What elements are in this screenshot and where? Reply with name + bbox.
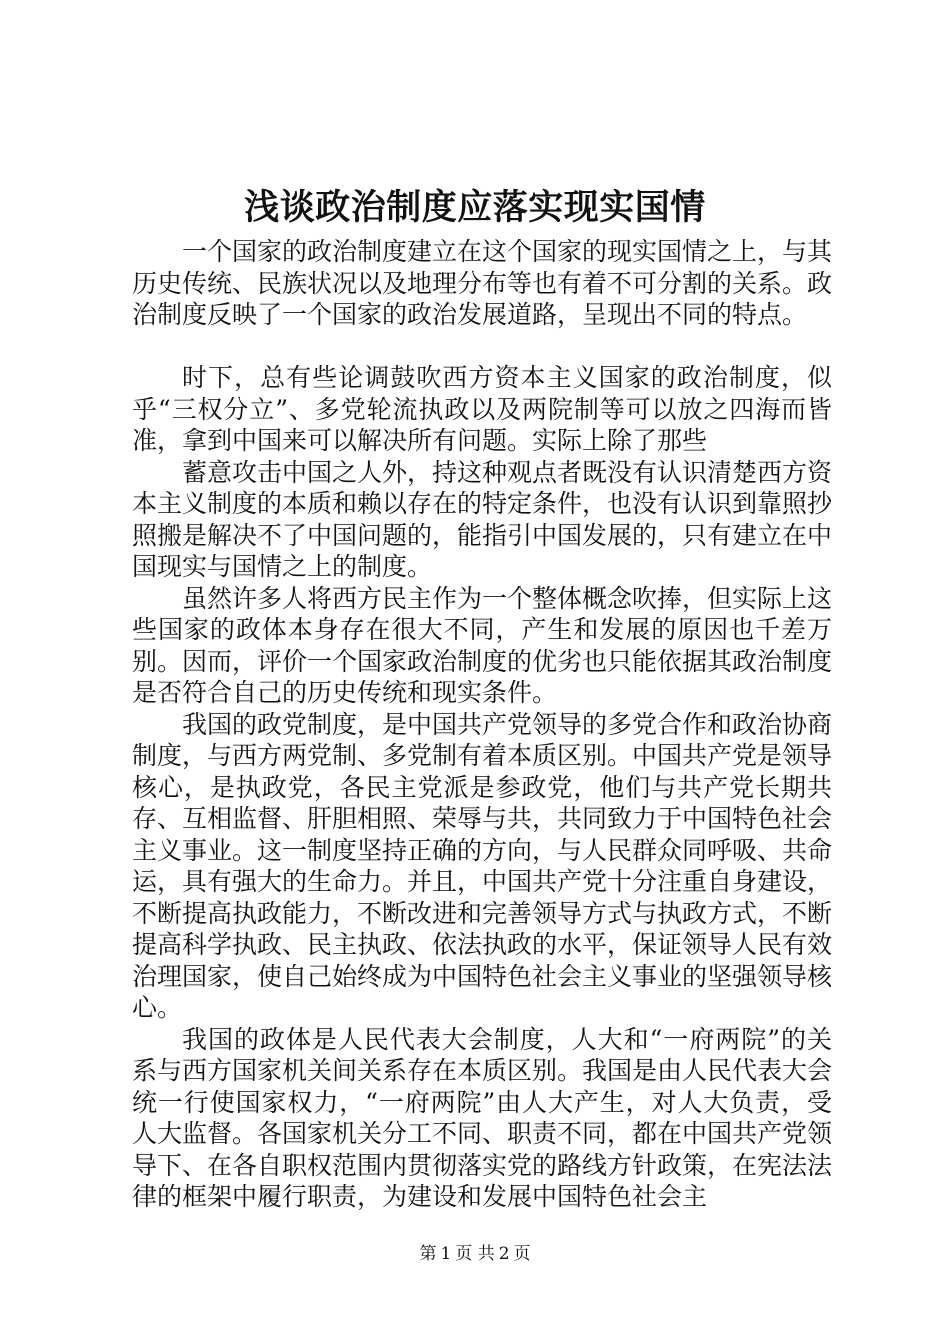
page-footer [0,1243,950,1265]
paragraph: 一个国家的政治制度建立在这个国家的现实国情之上，与其历史传统、民族状况以及地理分布等也有着不可分割的关系。政治制度反映了一个国家的政治发展道路，呈现出不同的特点。 [132,237,833,329]
paragraph: 我国的政党制度，是中国共产党领导的多党合作和政治协商制度，与西方两党制、多党制有着本质区别。中国共产党是领导核心，是执政党，各民主党派是参政党，他们与共产党长期共存、互相监督、肝胆相照、荣辱与共，共同致力于中国特色社会主义事业。这一制度坚持正确的方向，与人民群众同呼吸、共命运，具有强大的生命力。并且，中国共产党十分注重自身建设，不断提高执政能力，不断改进和完善领导方式与执政方式，不断提高科学执政、民主执政、依法执政的水平，保证领导人民有效治理国家，使自己始终成为中国特色社会主义事业的坚强领导核心。 [132,709,833,1022]
paragraph: 蓄意攻击中国之人外，持这种观点者既没有认识清楚西方资本主义制度的本质和赖以存在的特定条件，也没有认识到靠照抄照搬是解决不了中国问题的，能指引中国发展的，只有建立在中国现实与国情之上的制度。 [132,457,833,581]
paragraph: 我国的政体是人民代表大会制度，人大和“一府两院”的关系与西方国家机关间关系存在本质区别。我国是由人民代表大会统一行使国家权力，“一府两院”由人大产生，对人大负责，受人大监督。各国家机关分工不同、职责不同，都在中国共产党领导下、在各自职权范围内贯彻落实党的路线方针政策，在宪法法律的框架中履行职责，为建设和发展中国特色社会主 [132,1024,833,1211]
paragraph: 时下，总有些论调鼓吹西方资本主义国家的政治制度，似乎“三权分立”、多党轮流执政以及两院制等可以放之四海而皆准，拿到中国来可以解决所有问题。实际上除了那些 [132,363,832,455]
paragraph-spacer [132,331,832,363]
page-number-label: 第 1 页 共 2 页 [419,1244,531,1264]
paragraph: 虽然许多人将西方民主作为一个整体概念吹捧，但实际上这些国家的政体本身存在很大不同，产生和发展的原因也千差万别。因而，评价一个国家政治制度的优劣也只能依据其政治制度是否符合自己的历史传统和现实条件。 [132,583,833,707]
document-body [132,236,832,1213]
document-title: 浅谈政治制度应落实现实国情 [244,187,706,228]
